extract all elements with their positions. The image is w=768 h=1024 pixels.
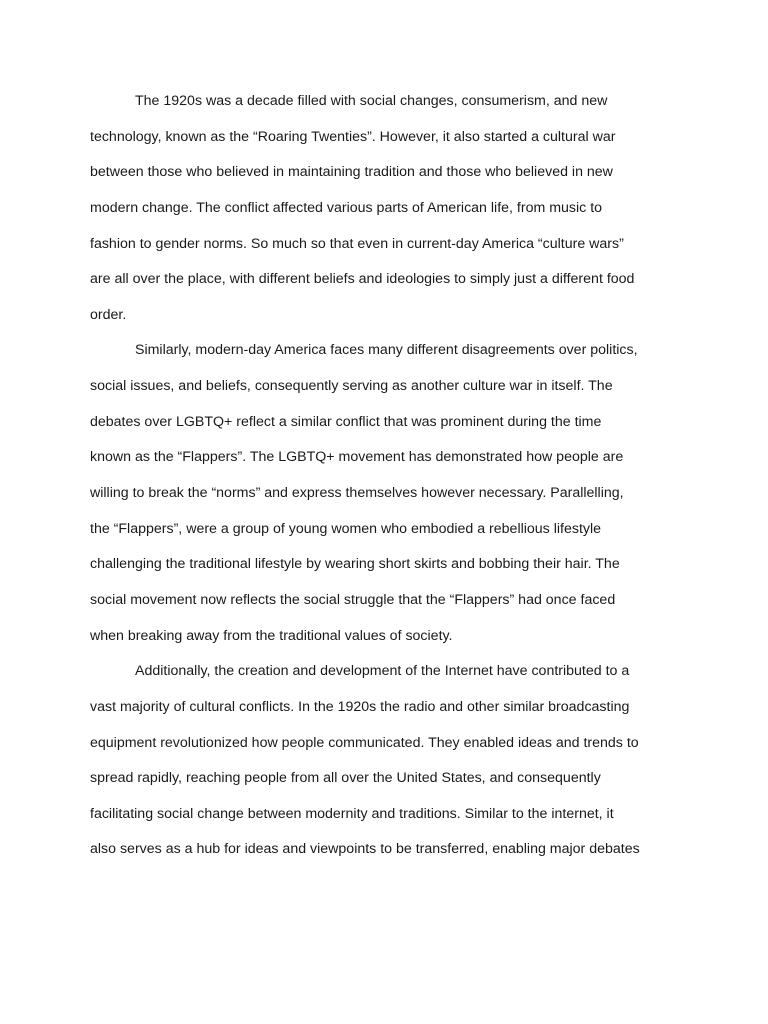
text-line: facilitating social change between modernity and traditions. Similar to the internet, it (90, 805, 614, 822)
text-line: vast majority of cultural conflicts. In the 1920s the radio and other similar broadcasting (90, 698, 630, 715)
text-line: known as the “Flappers”. The LGBTQ+ movement has demonstrated how people are (90, 449, 624, 466)
text-line: between those who believed in maintaining tradition and those who believed in new (90, 164, 613, 181)
text-line: debates over LGBTQ+ reflect a similar conflict that was prominent during the time (90, 413, 602, 430)
text-line: social issues, and beliefs, consequently serving as another culture war in itself. The (90, 378, 613, 395)
text-line: are all over the place, with different beliefs and ideologies to simply just a different food (90, 271, 635, 288)
text-line: Similarly, modern-day America faces many different disagreements over politics, (135, 342, 638, 359)
text-line: equipment revolutionized how people communicated. They enabled ideas and trends to (90, 734, 639, 751)
text-line: when breaking away from the traditional values of society. (90, 627, 453, 644)
text-line: The 1920s was a decade filled with social changes, consumerism, and new (135, 93, 608, 109)
text-line: modern change. The conflict affected various parts of American life, from music to (90, 199, 603, 216)
text-line: Additionally, the creation and development of the Internet have contributed to a (135, 663, 630, 680)
text-line: social movement now reflects the social struggle that the “Flappers” had once faced (90, 591, 616, 608)
text-line: spread rapidly, reaching people from all over the United States, and consequently (90, 770, 601, 787)
paragraph (90, 654, 680, 868)
paragraph (90, 84, 680, 333)
text-line: fashion to gender norms. So much so that even in current-day America “culture wars” (90, 235, 624, 252)
text-line: the “Flappers”, were a group of young women who embodied a rebellious lifestyle (90, 520, 602, 537)
paragraph (90, 333, 680, 654)
text-line: challenging the traditional lifestyle by wearing short skirts and bobbing their hair. The (90, 556, 620, 573)
text-line: also serves as a hub for ideas and viewpoints to be transferred, enabling major debates (90, 841, 640, 858)
essay-body (90, 84, 680, 868)
text-line: technology, known as the “Roaring Twenties”. However, it also started a cultural war (90, 128, 616, 145)
text-line: order. (90, 306, 127, 323)
text-line: willing to break the “norms” and express themselves however necessary. Parallelling, (90, 485, 624, 502)
